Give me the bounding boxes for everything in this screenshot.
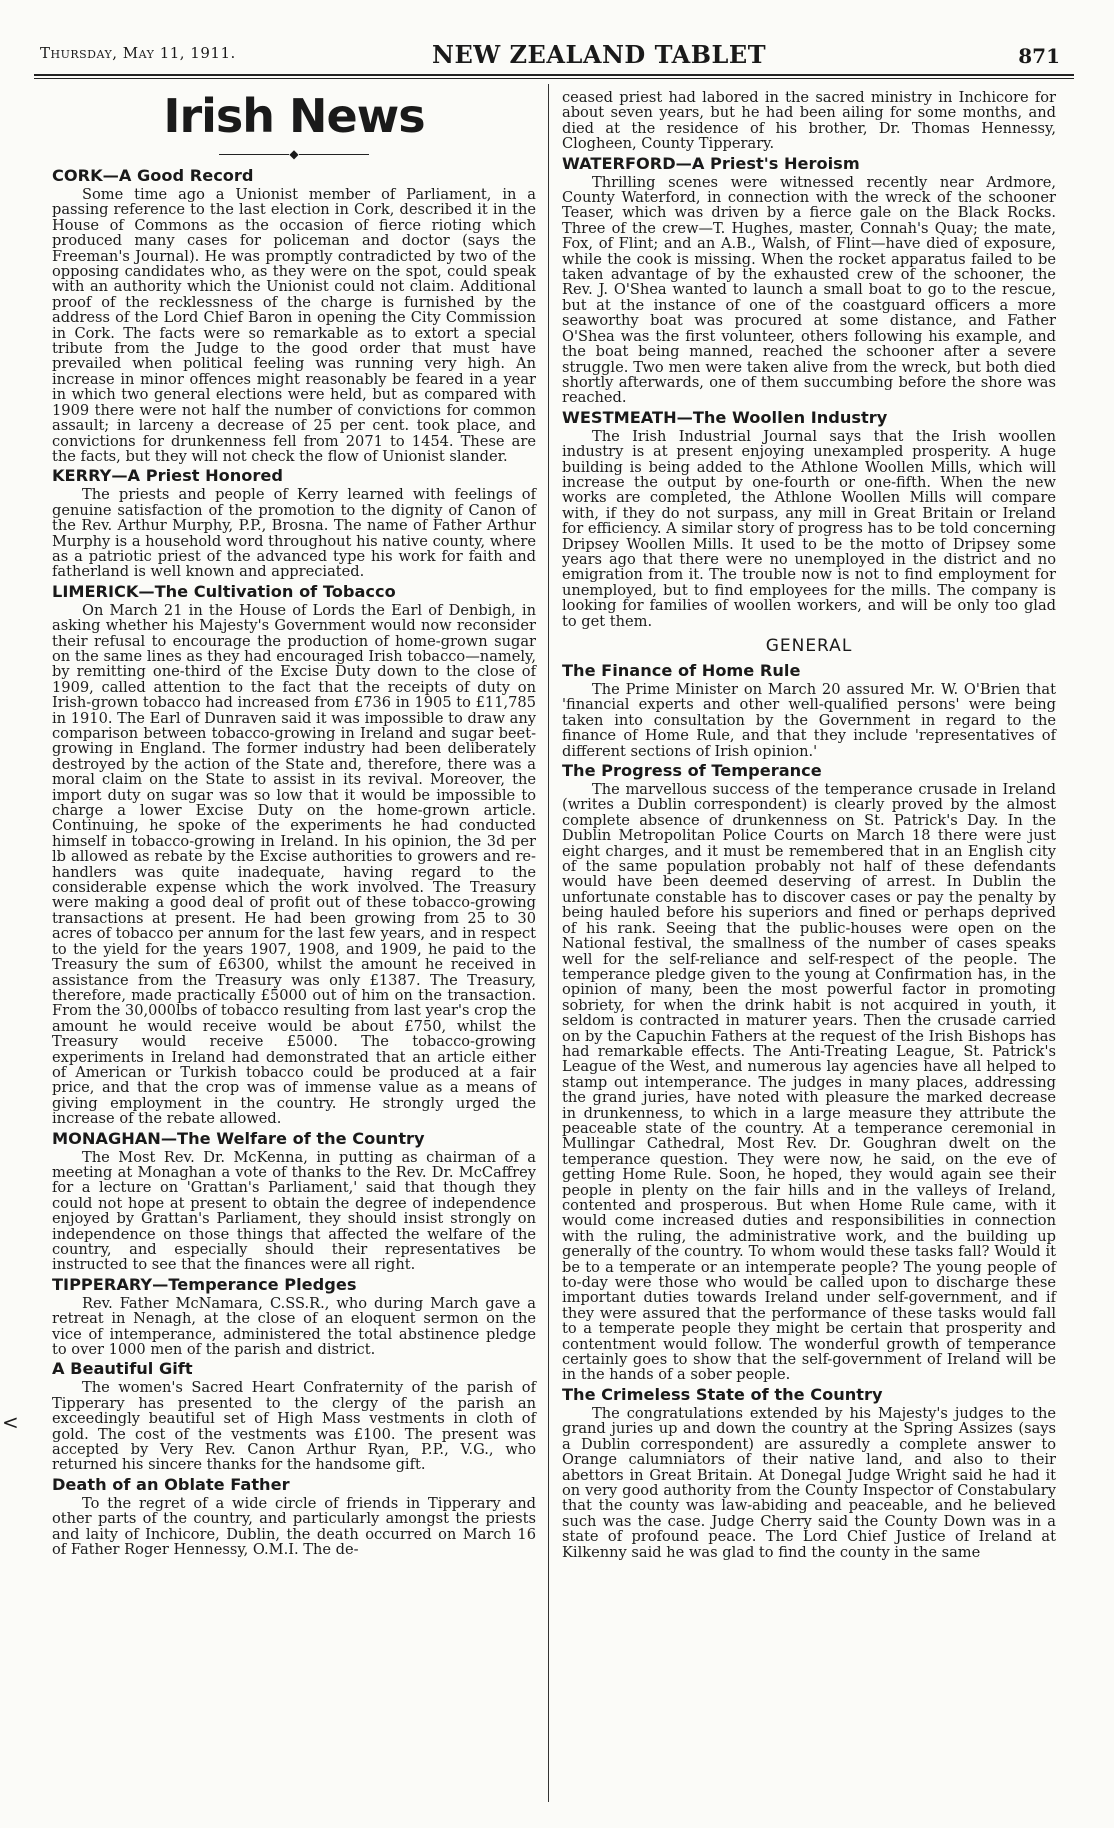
article-gift: The women's Sacred Heart Confraternity of the parish of Tipperary has presented to the clergy of the parish an exceedingly beautiful set of High Mass vestments in cloth of gold. The cost of the vestments was £100. The present was accepted by Very Rev. Canon Arthur Ryan, P.P., V.G., who returned his sincere thanks for the handsome gift.: [52, 1379, 536, 1474]
column-divider: [548, 84, 549, 1802]
ornament-divider: ◆: [52, 148, 536, 160]
article-death: To the regret of a wide circle of friends in Tipperary and other parts of the country, and particularly amongst the priests and laity of Inchicore, Dublin, the death occurred on March 16 of Father Roger Hennessy, O.M.I. The de-: [52, 1494, 536, 1559]
page-number: 871: [1018, 44, 1060, 68]
article-westmeath: The Irish Industrial Journal says that the Irish woollen industry is at present enjoying unexampled prosperity. A huge building is being added to the Athlone Woollen Mills, which will increase the output by one-fourth or one-fifth. When the new works are completed, the Athlone Woollen Mills will compare with, if they do not surpass, any mill in Great Britain or Ireland for efficiency. A similar story of progress has to be told concerning Dripsey Woollen Mills. It used to be the motto of Dripsey some years ago that there were no unemployed in the district and no emigration from it. The trouble now is not to find employment for unemployed, but to find employees for the mills. The company is looking for families of woollen workers, and will be only too glad to get them.: [562, 427, 1056, 630]
article-crimeless: The congratulations extended by his Majesty's judges to the grand juries up and down the country at the Spring Assizes (says a Dublin correspondent) are assuredly a complete answer to Orange calumniators of their native land, and also to their abettors in Great Britain. At Donegal Judge Wright said he had it on very good authority from the County Inspector of Constabulary that the county was law-abiding and peaceable, and he believed such was the case. Judge Cherry said the County Down was in a state of profound peace. The Lord Chief Justice of Ireland at Kilkenny said he was glad to find the county in the same: [562, 1404, 1056, 1561]
article-death-continued: ceased priest had labored in the sacred ministry in Inchicore for about seven years, but he had been ailing for some months, and died at the residence of his brother, Dr. Thomas Hennessy, Clogheen, County Tipperary.: [562, 89, 1056, 153]
article-limerick: On March 21 in the House of Lords the Earl of Denbigh, in asking whether his Majesty's Government would now reconsider their refusal to encourage the production of home-grown sugar on the same lines as they had encouraged Irish tobacco—namely, by remitting one-third of the Excise Duty down to the close of 1909, called attention to the fact that the receipts of duty on Irish-grown tobacco had increased from £736 in 1905 to £11,785 in 1910. The Earl of Dunraven said it was impossible to draw any comparison between tobacco-growing in Ireland and sugar beet-growing in England. The former industry had been deliberately destroyed by the action of the State and, therefore, there was a moral claim on the State to assist in its revival. Moreover, the import duty on sugar was so low that it would be impossible to charge a lower Excise Duty on the home-grown article. Continuing, he spoke of the experiments he had conducted himself in tobacco-growing in Ireland. In his opinion, the 3d per lb allowed as rebate by the Excise authorities to growers and re-handlers was quite inadequate, having regard to the considerable expense which the work involved. The Treasury were making a good deal of profit out of these tobacco-growing transactions at present. He had been growing from 25 to 30 acres of tobacco per annum for the last few years, and in respect to the yield for the years 1907, 1908, and 1909, he paid to the Treasury the sum of £6300, whilst the amount he received in assistance from the Treasury was only £1387. The Treasury, therefore, made practically £5000 out of him on the transaction. From the 30,000lbs of tobacco resulting from last year's crop the amount he would receive would be about £750, whilst the Treasury would receive £5000. The tobacco-growing experiments in Ireland had demonstrated that an article either of American or Turkish tobacco could be produced at a fair price, and that the crop was of immense value as a means of giving employment in the country. He strongly urged the increase of the rebate allowed.: [52, 601, 536, 1128]
newspaper-title: NEW ZEALAND TABLET: [432, 40, 767, 69]
article-waterford: Thrilling scenes were witnessed recently near Ardmore, County Waterford, in connection with the wreck of the schooner Teaser, which was driven by a fierce gale on the Black Rocks. Three of the crew—T. Hughes, master, Connah's Quay; the mate, Fox, of Flint; and an A.B., Walsh, of Flint—have died of exposure, while the cook is missing. When the rocket apparatus failed to be taken advantage of by the exhausted crew of the schooner, the Rev. J. O'Shea wanted to launch a small boat to go to the rescue, but at the instance of one of the coastguard officers a more seaworthy boat was procured at some distance, and Father O'Shea was the first volunteer, others following his example, and the boat being manned, reached the schooner after a severe struggle. Two men were taken alive from the wreck, but both died shortly afterwards, one of them succumbing before the shore was reached.: [562, 173, 1056, 407]
right-column: [562, 90, 1056, 1562]
heading-monaghan: MONAGHAN—The Welfare of the Country: [52, 1128, 425, 1148]
article-kerry: The priests and people of Kerry learned with feelings of genuine satisfaction of the promotion to the dignity of Canon of the Rev. Arthur Murphy, P.P., Brosna. The name of Father Arthur Murphy is a household word throughout his native county, where as a patriotic priest of the advanced type his work for faith and fatherland is well known and appreciated.: [52, 486, 536, 581]
article-temperance: The marvellous success of the temperance crusade in Ireland (writes a Dublin correspondent) is clearly proved by the almost complete absence of drunkenness on St. Patrick's Day. In the Dublin Metropolitan Police Courts on March 18 there were just eight charges, and it must be remembered that in an English city of the same population probably not half of these defendants would have been deemed deserving of arrest. In Dublin the unfortunate constable has to discover cases or pay the penalty by being hauled before his superiors and fined or perhaps deprived of his rank. Seeing that the public-houses were open on the National festival, the smallness of the number of cases speaks well for the self-reliance and self-respect of the people. The temperance pledge given to the young at Confirmation has, in the opinion of many, been the most powerful factor in promoting sobriety, for when the drink habit is not acquired in youth, it seldom is contracted in maturer years. Then the crusade carried on by the Capuchin Fathers at the request of the Irish Bishops has had remarkable effects. The Anti-Treating League, St. Patrick's League of the West, and numerous lay agencies have all helped to stamp out intemperance. The judges in many places, addressing the grand juries, have noted with pleasure the marked decrease in drunkenness, to which in a large measure they attribute the peaceable state of the country. At a temperance ceremonial in Mullingar Cathedral, Most Rev. Dr. Goughran dwelt on the temperance question. They were now, he said, on the eve of getting Home Rule. Soon, he hoped, they would again see their people in plenty on the fair hills and in the valleys of Ireland, contented and prosperous. But when Home Rule came, with it would come increased duties and responsibilities in connection with the ruling, the administrative work, and the building up generally of the country. To whom would these tasks fall? Would it be to a temperate or an intemperate people? The young people of to-day were those who would be called upon to discharge these important duties towards Ireland under self-government, and if they were assured that the performance of these tasks would fall to a temperate people they might be certain that prosperity and contentment would follow. The wonderful growth of temperance certainly goes to show that the self-government of Ireland will be in the hands of a sober people.: [562, 781, 1056, 1384]
article-monaghan: The Most Rev. Dr. McKenna, in putting as chairman of a meeting at Monaghan a vote of thanks to the Rev. Dr. McCaffrey for a lecture on 'Grattan's Parliament,' said that though they could not hope at present to obtain the degree of independence enjoyed by Grattan's Parliament, they should insist strongly on independence on those things that affected the welfare of the country, and especially should their representatives be instructed to see that the finances were all right.: [52, 1148, 536, 1274]
article-cork: Some time ago a Unionist member of Parliament, in a passing reference to the last election in Cork, described it in the House of Commons as the occasion of fierce rioting which produced many cases for policeman and doctor (says the Freeman's Journal). He was promptly contradicted by two of the opposing candidates who, as they were on the spot, could speak with an authority which the Unionist could not claim. Additional proof of the recklessness of the charge is furnished by the address of the Lord Chief Baron in opening the City Commission in Cork. The facts were so remarkable as to extort a special tribute from the Judge to the good order that must have prevailed when political feeling was running very high. An increase in minor offences might reasonably be feared in a year in which two general elections were held, but as compared with 1909 there were not half the number of convictions for common assault; in larceny a decrease of 25 per cent. took place, and convictions for drunkenness fell from 2071 to 1454. These are the facts, but they will not check the flow of Unionist slander.: [52, 186, 536, 465]
heading-gift: A Beautiful Gift: [52, 1359, 193, 1379]
heading-death: Death of an Oblate Father: [52, 1474, 290, 1494]
section-general: GENERAL: [765, 636, 853, 656]
heading-limerick: LIMERICK—The Cultivation of Tobacco: [52, 581, 396, 601]
header-rule-thin: [34, 78, 1074, 79]
page-header: [34, 40, 1080, 74]
header-rule: [34, 74, 1074, 76]
heading-crimeless: The Crimeless State of the Country: [562, 1384, 883, 1404]
article-finance: The Prime Minister on March 20 assured Mr. W. O'Brien that 'financial experts and other well-qualified persons' were being taken into consultation by the Government in regard to the finance of Home Rule, and that they include 'representatives of different sections of Irish opinion.': [562, 681, 1056, 760]
heading-temperance: The Progress of Temperance: [562, 761, 822, 781]
left-column: [52, 86, 536, 1560]
heading-tipperary: TIPPERARY—Temperance Pledges: [52, 1274, 357, 1294]
heading-waterford: WATERFORD—A Priest's Heroism: [562, 153, 860, 173]
heading-cork: CORK—A Good Record: [52, 166, 254, 185]
section-masthead: Irish News: [163, 89, 425, 143]
heading-kerry: KERRY—A Priest Honored: [52, 466, 283, 486]
heading-finance: The Finance of Home Rule: [562, 661, 801, 680]
issue-date: Thursday, May 11, 1911.: [40, 44, 236, 62]
article-tipperary: Rev. Father McNamara, C.SS.R., who during March gave a retreat in Nenagh, at the close of an eloquent sermon on the vice of intemperance, administered the total abstinence pledge to over 1000 men of the parish and district.: [52, 1294, 536, 1359]
margin-mark: <: [2, 1410, 19, 1434]
heading-westmeath: WESTMEATH—The Woollen Industry: [562, 407, 888, 427]
